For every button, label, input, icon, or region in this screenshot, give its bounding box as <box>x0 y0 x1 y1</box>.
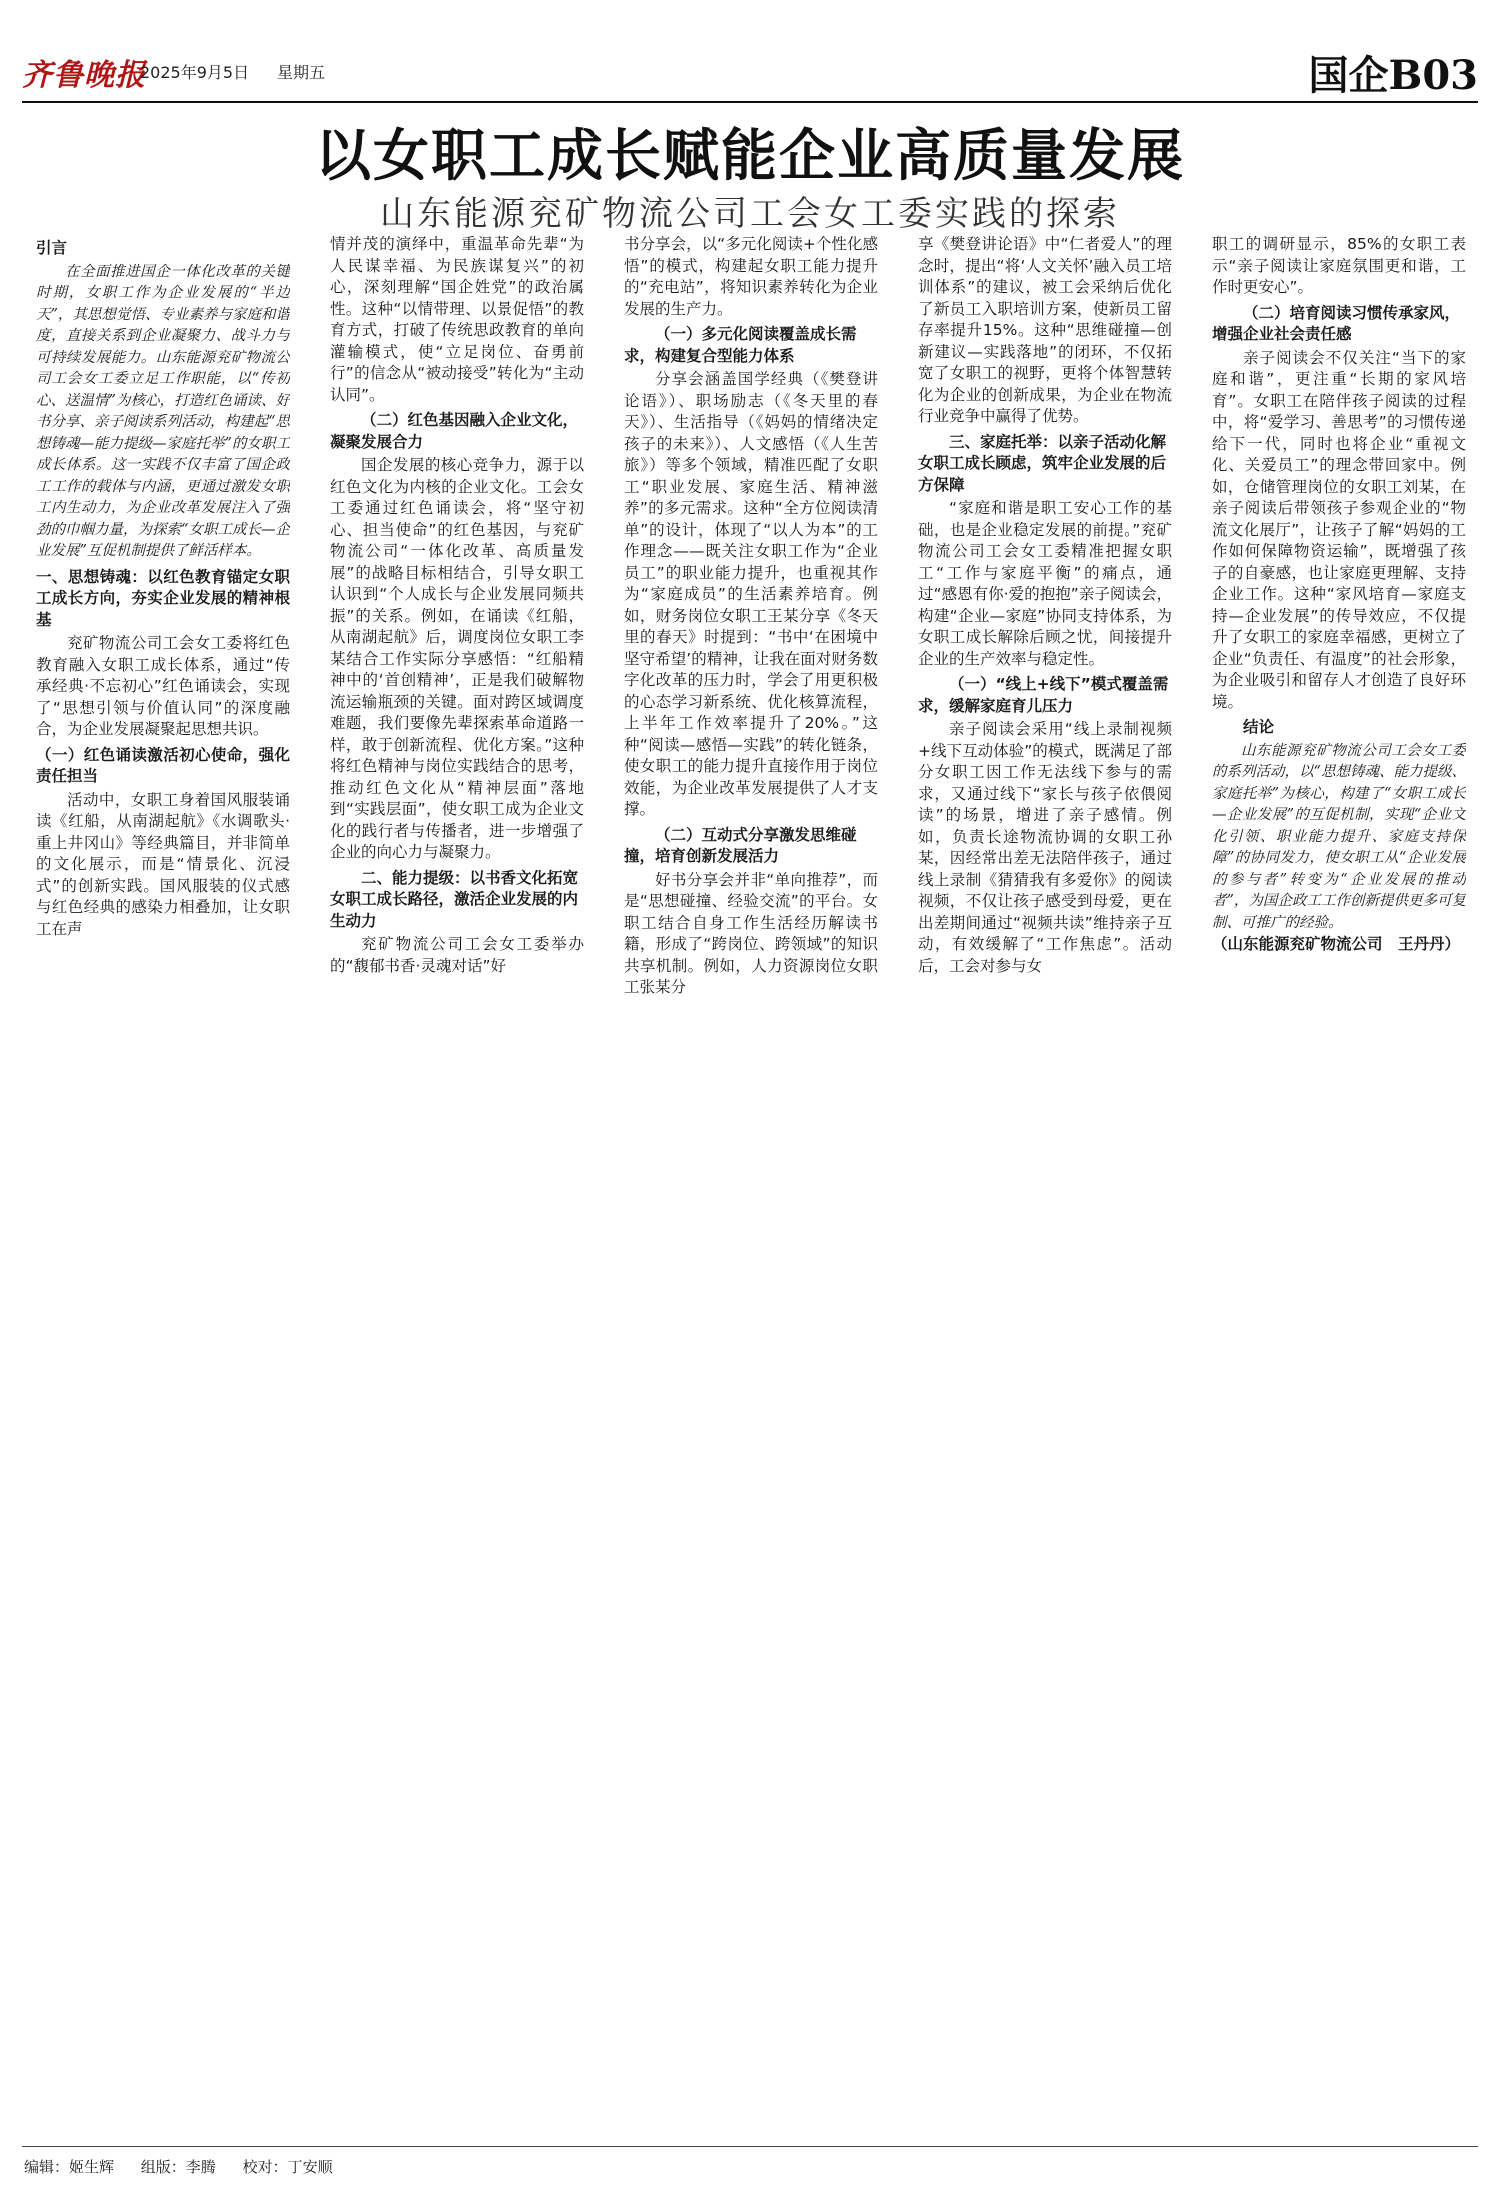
intro-paragraph: 在全面推进国企一体化改革的关键时期，女职工作为企业发展的“半边天”，其思想觉悟、专业素养与家庭和谐度，直接关系到企业凝聚力、战斗力与可持续发展能力。山东能源兖矿物流公司工会女工委立足工作职能，以“传初心、送温情”为核心，打造红色诵读、好书分享、亲子阅读系列活动，构建起“思想铸魂—能力提级—家庭托举”的女职工成长体系。这一实践不仅丰富了国企政工工作的载体与内涵，更通过激发女职工内生动力，为企业改革发展注入了强劲的巾帼力量，为探索“女职工成长—企业发展”互促机制提供了鲜活样本。 <box>36 263 290 559</box>
body-paragraph: 享《樊登讲论语》中“仁者爱人”的理念时，提出“将‘人文关怀’融入员工培训体系”的建议，被工会采纳后优化了新员工入职培训方案，使新员工留存率提升15%。这种“思维碰撞—创新建议—实践落地”的闭环，不仅拓宽了女职工的视野，更将个体智慧转化为企业的创新成果，为企业在物流行业竞争中赢得了优势。 <box>918 235 1172 425</box>
subsection-heading: （二）红色基因融入企业文化，凝聚发展合力 <box>330 411 579 451</box>
footer-divider <box>22 2146 1478 2147</box>
article-column-5 <box>1212 234 1466 1114</box>
proofreader-credit: 校对：丁安顺 <box>242 2158 333 2176</box>
section-page-label: 国企B03 <box>1308 52 1478 99</box>
conclusion-heading: 结论 <box>1243 718 1275 736</box>
section-heading: 一、思想铸魂：以红色教育锚定女职工成长方向，夯实企业发展的精神根基 <box>36 567 290 629</box>
body-paragraph: 亲子阅读会采用“线上录制视频+线下互动体验”的模式，既满足了部分女职工因工作无法线下参与的需求，又通过线下“家长与孩子依偎阅读”的场景，增进了亲子感情。例如，负责长途物流协调的女职工孙某，因经常出差无法陪伴孩子，通过线上录制《猜猜我有多爱你》的阅读视频，不仅让孩子感受到母爱，更在出差期间通过“视频共读”维持亲子互动，有效缓解了“工作焦虑”。活动后，工会对参与女 <box>918 720 1172 975</box>
body-paragraph: 分享会涵盖国学经典（《樊登讲论语》）、职场励志（《冬天里的春天》）、生活指导（《妈妈的情绪决定孩子的未来》）、人文感悟（《人生苦旅》）等多个领域，精准匹配了女职工“职业发展、家庭生活、精神滋养”的多元需求。这种“全方位阅读清单”的设计，体现了“以人为本”的工作理念——既关注女职工作为“企业员工”的职业能力提升，也重视其作为“家庭成员”的生活素养培育。例如，财务岗位女职工王某分享《冬天里的春天》时提到：“书中‘在困境中坚守希望’的精神，让我在面对财务数字化改革的压力时，学会了用更积极的心态学习新系统、优化核算流程，上半年工作效率提升了20%。”这种“阅读—感悟—实践”的转化链条，使女职工的能力提升直接作用于岗位效能，为企业改革发展提供了人才支撑。 <box>624 370 878 818</box>
body-paragraph: 兖矿物流公司工会女工委举办的“馥郁书香·灵魂对话”好 <box>330 935 584 975</box>
body-paragraph: “家庭和谐是职工安心工作的基础，也是企业稳定发展的前提。”兖矿物流公司工会女工委精准把握女职工“工作与家庭平衡”的痛点，通过“感恩有你·爱的抱抱”亲子阅读会，构建“企业—家庭”协同支持体系，为女职工成长解除后顾之忧，间接提升企业的生产效率与稳定性。 <box>918 499 1172 668</box>
editor-credit: 编辑：姬生辉 <box>24 2158 115 2176</box>
issue-date: 2025年9月5日 <box>140 63 250 82</box>
subsection-heading: （二）培育阅读习惯传承家风，增强企业社会责任感 <box>1212 303 1461 343</box>
body-paragraph: 职工的调研显示，85%的女职工表示“亲子阅读让家庭氛围更和谐，工作时更安心”。 <box>1212 235 1466 296</box>
body-paragraph: 兖矿物流公司工会女工委将红色教育融入女职工成长体系，通过“传承经典·不忘初心”红色诵读会，实现了“思想引领与价值认同”的深度融合，为企业发展凝聚起思想共识。 <box>36 634 290 738</box>
article-headline: 以女职工成长赋能企业高质量发展 <box>315 123 1185 189</box>
article-column-4 <box>918 234 1172 1114</box>
subsection-heading: （一）“线上+线下”模式覆盖需求，缓解家庭育儿压力 <box>918 675 1169 715</box>
author-byline: （山东能源兖矿物流公司 王丹丹） <box>1212 935 1461 953</box>
layout-credit: 组版：李腾 <box>140 2158 216 2176</box>
article-column-1 <box>36 234 290 1114</box>
body-paragraph: 国企发展的核心竞争力，源于以红色文化为内核的企业文化。工会女工委通过红色诵读会，将“坚守初心、担当使命”的红色基因，与兖矿物流公司“一体化改革、高质量发展”的战略目标相结合，引导女职工认识到“个人成长与企业发展同频共振”的关系。例如，在诵读《红船，从南湖起航》后，调度岗位女职工李某结合工作实际分享感悟：“红船精神中的‘首创精神’，正是我们破解物流运输瓶颈的关键。面对跨区域调度难题，我们要像先辈探索革命道路一样，敢于创新流程、优化方案。”这种将红色精神与岗位实践结合的思考，推动红色文化从“精神层面”落地到“实践层面”，使女职工成为企业文化的践行者与传播者，进一步增强了企业的向心力与凝聚力。 <box>330 456 584 861</box>
body-paragraph: 活动中，女职工身着国风服装诵读《红船，从南湖起航》《水调歌头·重上井冈山》等经典篇目，并非简单的文化展示，而是“情景化、沉浸式”的创新实践。国风服装的仪式感与红色经典的感染力相叠加，让女职工在声 <box>36 790 290 938</box>
body-paragraph: 书分享会，以“多元化阅读+个性化感悟”的模式，构建起女职工能力提升的“充电站”，将知识素养转化为企业发展的生产力。 <box>624 235 878 318</box>
article-column-3 <box>624 234 878 1114</box>
newspaper-logo: 齐鲁晚报 <box>22 58 146 93</box>
masthead-divider <box>22 101 1478 103</box>
article-subheadline: 山东能源兖矿物流公司工会女工委实践的探索 <box>380 194 1120 234</box>
intro-heading: 引言 <box>36 239 68 257</box>
body-paragraph: 好书分享会并非“单向推荐”，而是“思想碰撞、经验交流”的平台。女职工结合自身工作生活经历解读书籍，形成了“跨岗位、跨领域”的知识共享机制。例如，人力资源岗位女职工张某分 <box>624 870 878 996</box>
section-heading: 三、家庭托举：以亲子活动化解女职工成长顾虑，筑牢企业发展的后方保障 <box>918 432 1167 494</box>
body-paragraph: 亲子阅读会不仅关注“当下的家庭和谐”，更注重“长期的家风培育”。女职工在陪伴孩子阅读的过程中，将“爱学习、善思考”的习惯传递给下一代，同时也将企业“重视文化、关爱员工”的理念带回家中。例如，仓储管理岗位的女职工刘某，在亲子阅读后带领孩子参观企业的“物流文化展厅”，让孩子了解“妈妈的工作如何保障物资运输”，既增强了孩子的自豪感，也让家庭更理解、支持企业工作。这种“家风培育—家庭支持—企业发展”的传导效应，不仅提升了女职工的家庭幸福感，更树立了企业“负责任、有温度”的社会形象，为企业吸引和留存人才创造了良好环境。 <box>1212 348 1466 711</box>
footer-credits <box>24 2156 355 2177</box>
masthead <box>22 40 1478 99</box>
conclusion-paragraph: 山东能源兖矿物流公司工会女工委的系列活动，以“思想铸魂、能力提级、家庭托举”为核心，构建了“女职工成长—企业发展”的互促机制，实现“企业文化引领、职业能力提升、家庭支持保障”的协同发力，使女职工从“企业发展的参与者”转变为“企业发展的推动者”，为国企政工工作创新提供更多可复制、可推广的经验。 <box>1212 742 1466 931</box>
subsection-heading: （一）红色诵读激活初心使命，强化责任担当 <box>36 745 290 785</box>
subsection-heading: （一）多元化阅读覆盖成长需求，构建复合型能力体系 <box>624 325 857 365</box>
body-paragraph: 情并茂的演绎中，重温革命先辈“为人民谋幸福、为民族谋复兴”的初心，深刻理解“国企姓党”的政治属性。这种“以情带理、以景促悟”的教育方式，打破了传统思政教育的单向灌输模式，使“立足岗位、奋勇前行”的信念从“被动接受”转化为“主动认同”。 <box>330 235 584 404</box>
issue-weekday: 星期五 <box>277 63 326 82</box>
article-column-2 <box>330 234 584 1114</box>
subsection-heading: （二）互动式分享激发思维碰撞，培育创新发展活力 <box>624 825 857 865</box>
section-heading: 二、能力提级：以书香文化拓宽女职工成长路径，激活企业发展的内生动力 <box>330 868 579 930</box>
